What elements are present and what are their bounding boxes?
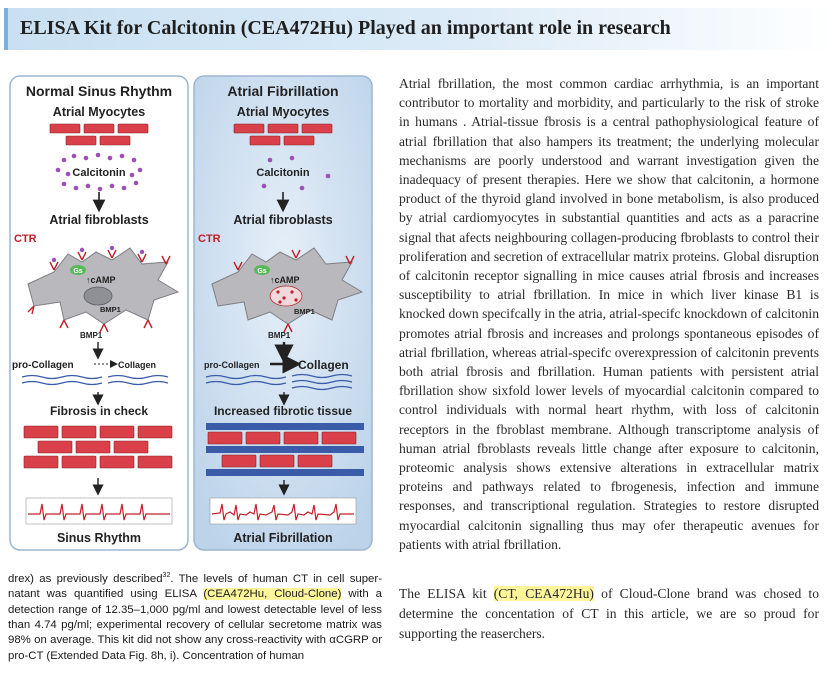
right-bmp1-outer-label: BMP1 xyxy=(268,331,291,340)
excerpt-reference: 32 xyxy=(162,572,171,579)
header-banner xyxy=(4,8,836,50)
note-text-1: The ELISA kit xyxy=(399,586,494,601)
note-text-2: of Cloud-Clone brand was chosed to determine the concentation of CT in this article, we are so proud for supporting the reaserchers. xyxy=(399,586,819,641)
figure-illustration xyxy=(8,74,376,552)
left-calcitonin-label: Calcitonin xyxy=(72,167,126,179)
product-note xyxy=(399,584,819,644)
right-procollagen-label: pro-Collagen xyxy=(204,360,260,370)
page-title: ELISA Kit for Calcitonin (CEA472Hu) Played an important role in research xyxy=(20,17,671,39)
excerpt-text-1: drex) as previously described xyxy=(8,572,163,585)
left-ecg-box xyxy=(26,498,172,524)
left-fibroblasts-label: Atrial fibroblasts xyxy=(49,213,149,227)
left-bmp1-inner-label: BMP1 xyxy=(100,305,121,314)
abstract-text: Atrial fbrillation, the most common cardiac arrhythmia, is an important contributor to mortality and morbidity, and particularly to the risk of stroke in humans . Atrial-tissue fbrosis is a central pathophysiological feature of atrial fbrillation that also hampers its treatment; the underlying molecular mechanisms are poorly understood and warrant investigation given the inadequacy of present therapies. Here we show that calcitonin, a hormone product of the thyroid gland involved in bone metabolism, is also produced by atrial cardiomyocytes in substantial quantities and acts as a paracrine signal that afects neighbouring collagen-producing fbroblasts to control their proliferation and secretion of extracellular matrix proteins. Global disruption of calcitonin receptor signalling in mice causes atrial fbrosis and increases susceptibility to atrial fbrillation. In mice in which liver kinase B1 is knocked down specifcally in the atria, atrial-specifc knockdown of calcitonin promotes atrial fbrosis and increases and prolongs spontaneous episodes of atrial fbrillation, whereas atrial-specifc overexpression of calcitonin prevents both atrial fbrosis and fbrillation. Human patients with persistent atrial fbrillation show sixfold lower levels of myocardial calcitonin compared to control individuals with normal heart rhythm, with loss of calcitonin receptors in the fbroblast membrane. Although transcriptome analysis of human atrial fbroblasts reveals little change after exposure to calcitonin, proteomic analysis shows extensive alterations in extracellular matrix proteins and pathways related to fbrogenesis, infection and immune responses, and transcriptional regulation. Strategies to restore disrupted myocardial calcitonin signalling thus may ofer therapeutic avenues for patients with atrial fbrillation. xyxy=(399,76,819,552)
note-highlight: (CT, CEA472Hu) xyxy=(493,586,594,601)
left-gs-label: Gs xyxy=(73,268,83,275)
right-gs-label: Gs xyxy=(257,268,267,275)
right-fibroblasts-label: Atrial fibroblasts xyxy=(233,213,333,227)
left-nucleus xyxy=(84,287,112,305)
right-myocytes-label: Atrial Myocytes xyxy=(236,105,330,119)
right-collagen-label: Collagen xyxy=(298,358,349,372)
excerpt-text-2: . The levels of human CT in cell supernatant was quantified using ELISA xyxy=(8,572,382,601)
right-ctr-label: CTR xyxy=(198,233,221,245)
right-camp-label: ↑cAMP xyxy=(270,275,300,285)
left-collagen-label: Collagen xyxy=(118,360,157,370)
left-procollagen-label: pro-Collagen xyxy=(12,360,74,371)
right-panel-title: Atrial Fibrillation xyxy=(227,83,339,99)
right-calcitonin-label: Calcitonin xyxy=(256,167,310,179)
left-rhythm-label: Sinus Rhythm xyxy=(56,531,142,545)
left-panel-title: Normal Sinus Rhythm xyxy=(25,83,173,99)
left-ctr-label: CTR xyxy=(14,233,37,245)
left-outcome-label: Fibrosis in check xyxy=(49,404,149,418)
right-outcome-label: Increased fibrotic tissue xyxy=(213,404,353,418)
excerpt-text-3: with a detection range of 12.35–1,000 pg/ml and lowest detectable level of less than 4.74 pg/ml; experimental recovery of cellular secretome matrix was 98% on average. This kit did not show any cross-reactivity with αCGRP or pro-CT (Extended Data Fig. 8h, i). Concentration of human xyxy=(8,588,383,662)
right-bmp1-inner-label: BMP1 xyxy=(294,307,315,316)
left-myocytes-label: Atrial Myocytes xyxy=(52,105,146,119)
right-nucleus xyxy=(270,286,302,306)
left-bmp1-outer-label: BMP1 xyxy=(80,331,103,340)
methods-excerpt xyxy=(8,568,382,664)
excerpt-highlight: (CEA472Hu, Cloud-Clone) xyxy=(203,588,342,601)
left-camp-label: ↑cAMP xyxy=(86,275,116,285)
right-rhythm-label: Atrial Fibrillation xyxy=(233,531,333,545)
